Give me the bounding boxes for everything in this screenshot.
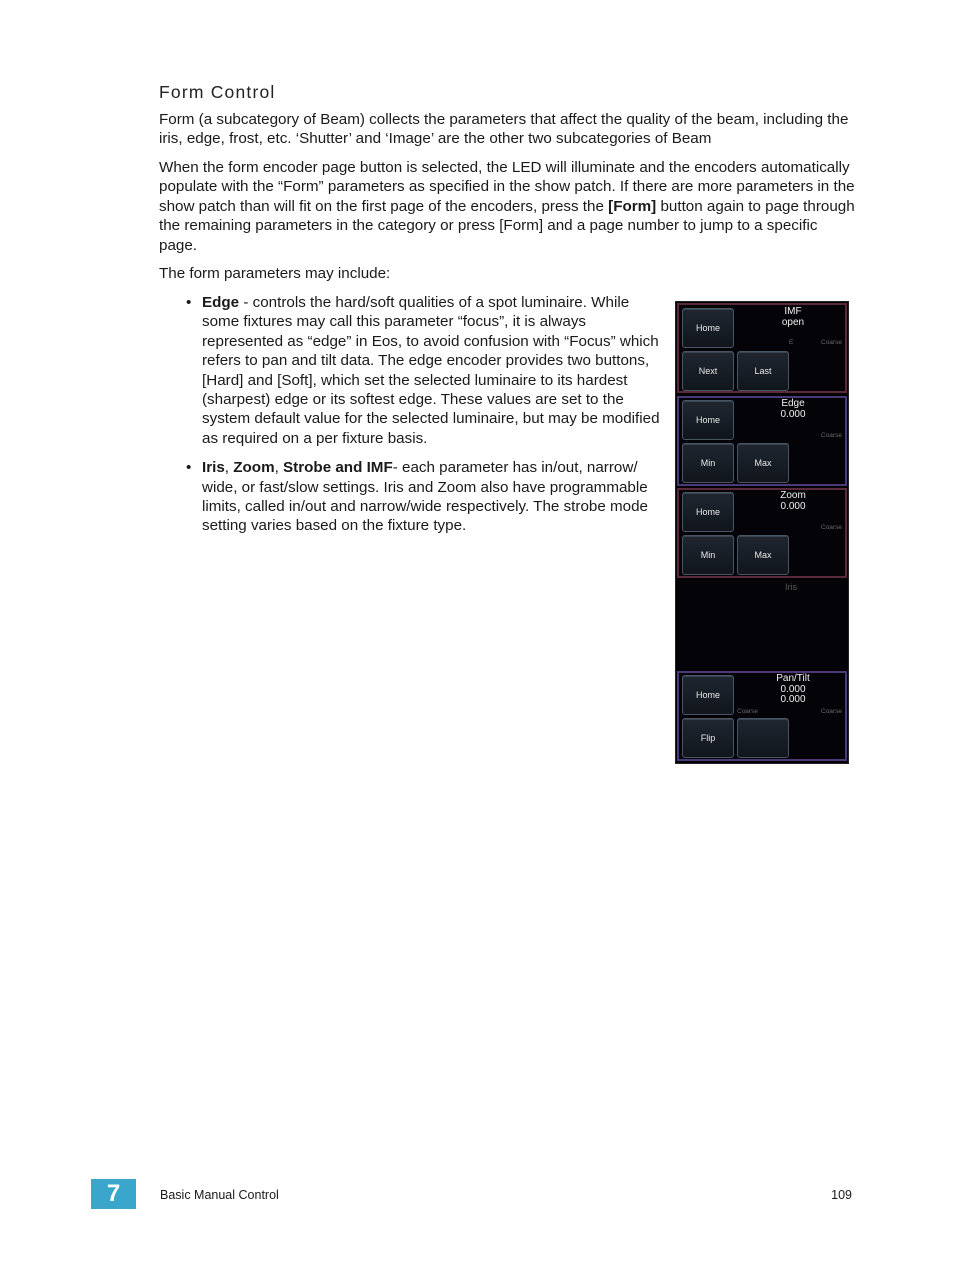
flip-button[interactable]: Flip <box>682 718 734 758</box>
encoder-iris <box>677 579 847 671</box>
page-number: 109 <box>831 1188 852 1202</box>
form-key-label: [Form] <box>608 197 657 215</box>
form-button-paragraph <box>159 158 859 255</box>
term-strobe-imf: Strobe and IMF <box>283 459 393 477</box>
term-iris: Iris <box>202 459 225 477</box>
coarse-label: Coarse <box>821 524 842 531</box>
mode-label: E <box>789 339 794 346</box>
separator: , <box>274 459 284 477</box>
parameter-list <box>186 293 662 546</box>
encoder-title <box>765 307 821 328</box>
paragraph-text: button again to page through the remaining parameters in the category or press [Form] and a page number to jump to a specific page. <box>159 197 855 254</box>
home-button[interactable]: Home <box>682 675 734 715</box>
coarse-label: Coarse <box>821 339 842 346</box>
term-zoom: Zoom <box>233 459 275 477</box>
encoder-zoom <box>677 488 847 578</box>
encoder-edge <box>677 396 847 486</box>
encoder-imf <box>677 303 847 393</box>
encoder-value: 0.000 <box>780 500 806 512</box>
section-heading: Form Control <box>159 82 276 102</box>
separator: , <box>224 459 234 477</box>
encoder-name: Pan/Tilt <box>776 673 810 684</box>
encoder-value: 0.000 <box>780 408 806 420</box>
last-button[interactable]: Last <box>737 351 789 391</box>
encoder-title <box>765 399 821 420</box>
parameters-intro: The form parameters may include: <box>159 265 391 282</box>
home-button[interactable]: Home <box>682 492 734 532</box>
encoder-name: Zoom <box>780 490 806 501</box>
encoder-value: 0.000 <box>780 694 806 705</box>
home-button[interactable]: Home <box>682 400 734 440</box>
encoder-value: open <box>781 316 805 328</box>
list-item <box>186 458 662 536</box>
home-button[interactable]: Home <box>682 308 734 348</box>
coarse-label: Coarse <box>821 708 842 715</box>
footer-chapter-title: Basic Manual Control <box>160 1188 279 1202</box>
paragraph-text: When the form encoder page button is selected, the LED will illuminate and the encoders automatically populate with the “Form” parameters as specified in the show patch. If there are more parameters in the show patch than will fit on the first page of the encoders, press the <box>159 159 855 215</box>
encoder-name: IMF <box>784 306 802 317</box>
max-button[interactable]: Max <box>737 443 789 483</box>
list-item <box>186 293 662 448</box>
term-edge: Edge <box>202 294 240 311</box>
bullet-marker: • <box>186 294 192 311</box>
encoder-title <box>765 674 821 706</box>
chapter-number-tab: 7 <box>91 1179 136 1209</box>
encoder-name: Iris <box>785 582 797 592</box>
coarse-label: Coarse <box>821 432 842 439</box>
encoder-panel-image <box>675 301 849 764</box>
next-button[interactable]: Next <box>682 351 734 391</box>
intro-paragraph: Form (a subcategory of Beam) collects the parameters that affect the quality of the beam, including the iris, edge, frost, etc. ‘Shutter’ and ‘Image’ are the other two subcategories of Beam <box>159 111 849 148</box>
term-description: - controls the hard/soft qualities of a spot luminaire. While some fixtures may call this parameter “focus”, it is always represented as “edge” in Eos, to avoid confusion with “Focus” which refers to pan and tilt data. The edge encoder provides two buttons, [Hard] and [Soft], which set the selected luminaire to its hardest (sharpest) edge or its softest edge. These values are set to the system default value for the selected luminaire, but may be modified as required on a per fixture basis. <box>202 294 660 447</box>
blank-button[interactable] <box>737 718 789 758</box>
encoder-name: Edge <box>781 398 805 409</box>
max-button[interactable]: Max <box>737 535 789 575</box>
encoder-value: 0.000 <box>780 683 806 695</box>
encoder-title <box>765 491 821 512</box>
min-button[interactable]: Min <box>682 443 734 483</box>
coarse-label: Coarse <box>737 708 758 715</box>
min-button[interactable]: Min <box>682 535 734 575</box>
bullet-marker: • <box>186 459 192 477</box>
term-description: - each parameter has in/out, narrow/ wide, or fast/slow settings. Iris and Zoom also have programmable limits, called in/out and narrow/wide respectively. The strobe mode setting varies based on the fixture type. <box>202 459 648 535</box>
encoder-pan-tilt <box>677 671 847 761</box>
